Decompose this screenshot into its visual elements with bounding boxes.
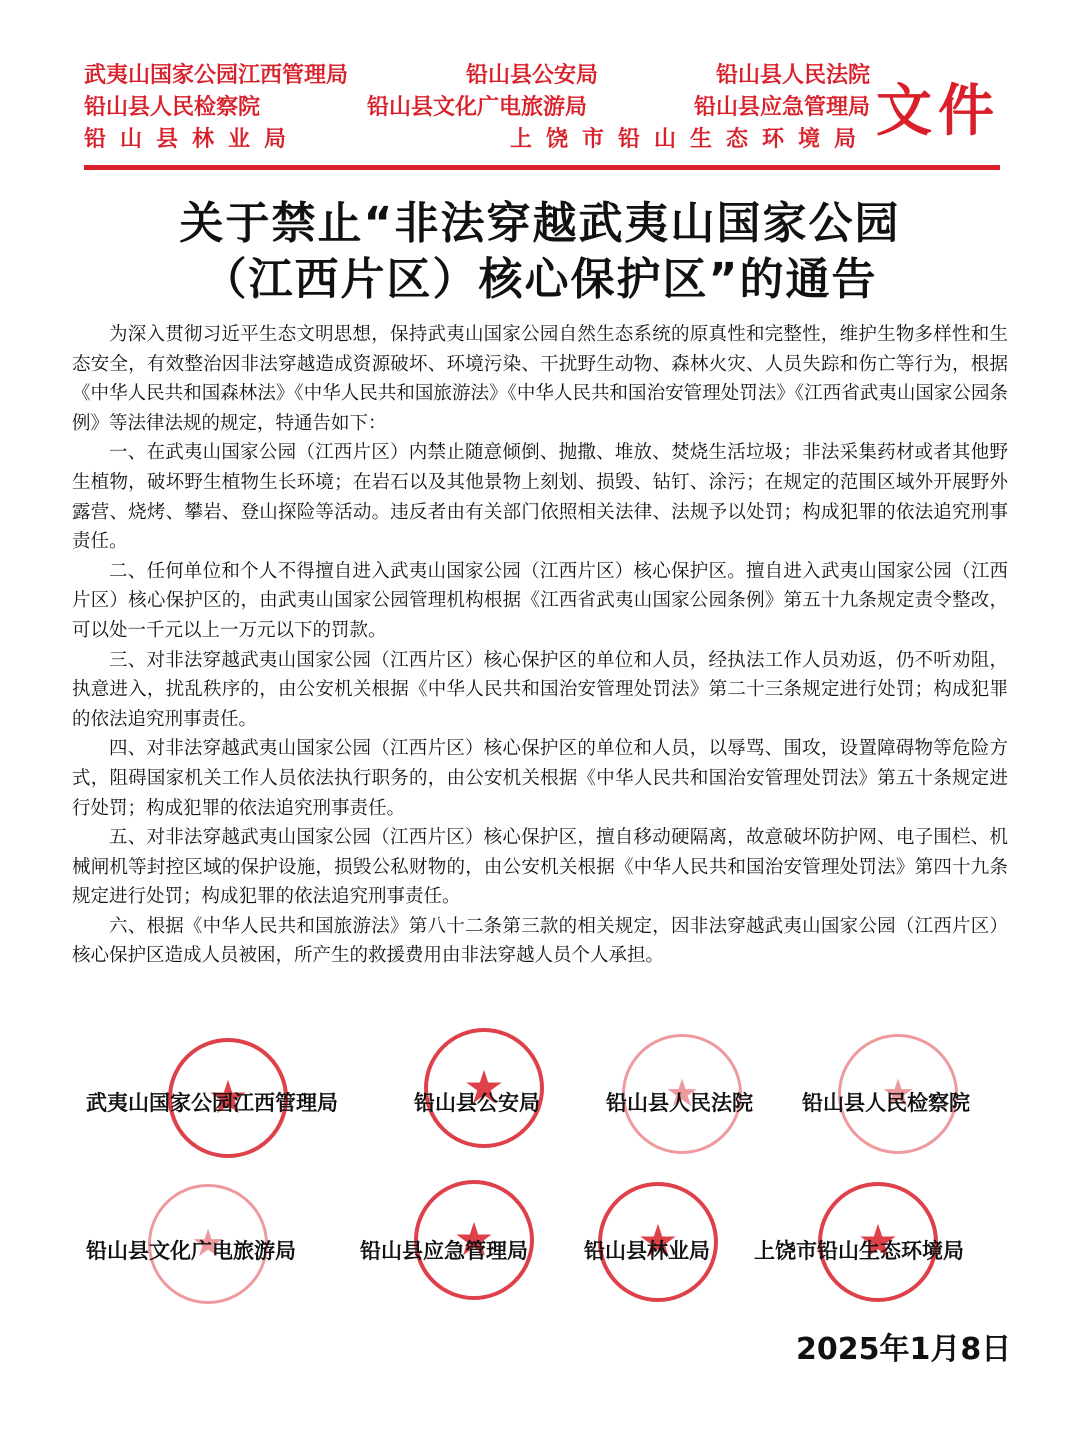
official-seal-icon	[148, 1184, 268, 1304]
notice-body	[72, 320, 1008, 971]
body-paragraph: 一、在武夷山国家公园（江西片区）内禁止随意倾倒、抛撒、堆放、焚烧生活垃圾；非法采集药材或者其他野生植物，破坏野生植物生长环境；在岩石以及其他景物上刻划、损毁、钻钉、涂污；在规定的范围区域外开展野外露营、烧烤、攀岩、登山探险等活动。违反者由有关部门依照相关法律、法规予以处罚；构成犯罪的依法追究刑事责任。	[72, 442, 1008, 553]
notice-title	[40, 196, 1040, 308]
official-seal-icon	[414, 1180, 534, 1300]
signoff-agency: 上饶市铅山生态环境局	[754, 1239, 964, 1263]
body-paragraph: 为深入贯彻习近平生态文明思想，保持武夷山国家公园自然生态系统的原真性和完整性，维护生物多样性和生态安全，有效整治因非法穿越造成资源破坏、环境污染、干扰野生动物、森林火灾、人员失踪和伤亡等行为，根据《中华人民共和国森林法》《中华人民共和国旅游法》《中华人民共和国治安管理处罚法》《江西省武夷山国家公园条例》等法律法规的规定，特通告如下：	[72, 324, 1008, 434]
issuer-row-1	[84, 60, 870, 92]
issuer-name: 铅山县人民检察院	[84, 95, 261, 120]
issuer-row-3	[84, 124, 870, 156]
signoff-agency: 铅山县公安局	[414, 1091, 540, 1115]
body-paragraph: 二、任何单位和个人不得擅自进入武夷山国家公园（江西片区）核心保护区。擅自进入武夷山国家公园（江西片区）核心保护区的，由武夷山国家公园管理机构根据《江西省武夷山国家公园条例》第五十九条规定责令整改，可以处一千元以上一万元以下的罚款。	[72, 560, 1008, 641]
header-red-rule	[84, 165, 1000, 170]
official-seal-icon	[622, 1034, 742, 1154]
issuing-agencies	[84, 60, 870, 156]
signoff-agency: 铅山县应急管理局	[360, 1239, 528, 1263]
issuer-name: 铅山县应急管理局	[693, 95, 870, 120]
body-paragraph: 四、对非法穿越武夷山国家公园（江西片区）核心保护区的单位和人员，以辱骂、围攻，设置障碍物等危险方式，阻碍国家机关工作人员依法执行职务的，由公安机关根据《中华人民共和国治安管理处罚法》第五十条规定进行处罚；构成犯罪的依法追究刑事责任。	[72, 738, 1008, 819]
official-seal-icon	[838, 1034, 958, 1154]
official-seal-icon	[168, 1038, 288, 1158]
signoff-agency: 铅山县人民法院	[606, 1091, 753, 1115]
issuer-name: 铅山县公安局	[465, 63, 598, 88]
document-header	[84, 60, 1004, 170]
body-paragraph: 五、对非法穿越武夷山国家公园（江西片区）核心保护区，擅自移动硬隔离，故意破坏防护网、电子围栏、机械闸机等封控区域的保护设施，损毁公私财物的，由公安机关根据《中华人民共和国治安管理处罚法》第四十九条规定进行处罚；构成犯罪的依法追究刑事责任。	[72, 827, 1008, 908]
issuer-row-2	[84, 92, 870, 124]
title-line-1: 关于禁止“非法穿越武夷山国家公园	[179, 198, 901, 249]
issue-date: 2025年1月8日	[796, 1332, 1012, 1367]
issuer-name: 铅山县林业局	[84, 127, 301, 152]
issuer-name: 上饶市铅山生态环境局	[509, 127, 870, 152]
signoff-agency: 铅山县林业局	[584, 1239, 710, 1263]
signoff-agency: 铅山县文化广电旅游局	[86, 1239, 296, 1263]
issuer-name: 铅山县文化广电旅游局	[366, 95, 587, 120]
signoff-agency: 铅山县人民检察院	[802, 1091, 970, 1115]
official-seal-icon	[424, 1028, 544, 1148]
body-paragraph: 三、对非法穿越武夷山国家公园（江西片区）核心保护区的单位和人员，经执法工作人员劝返，仍不听劝阻，执意进入，扰乱秩序的，由公安机关根据《中华人民共和国治安管理处罚法》第二十三条规定进行处罚；构成犯罪的依法追究刑事责任。	[72, 649, 1008, 730]
official-seal-icon	[598, 1182, 718, 1302]
issuer-name: 铅山县人民法院	[715, 63, 870, 88]
title-line-2: （江西片区）核心保护区”的通告	[202, 254, 878, 305]
signoff-agency: 武夷山国家公园江西管理局	[86, 1091, 338, 1115]
body-paragraph: 六、根据《中华人民共和国旅游法》第八十二条第三款的相关规定，因非法穿越武夷山国家公园（江西片区）核心保护区造成人员被困，所产生的救援费用由非法穿越人员个人承担。	[72, 915, 1008, 967]
issuer-name: 武夷山国家公园江西管理局	[84, 63, 349, 88]
document-type-label: 文件	[876, 79, 1000, 144]
official-seal-icon	[818, 1182, 938, 1302]
